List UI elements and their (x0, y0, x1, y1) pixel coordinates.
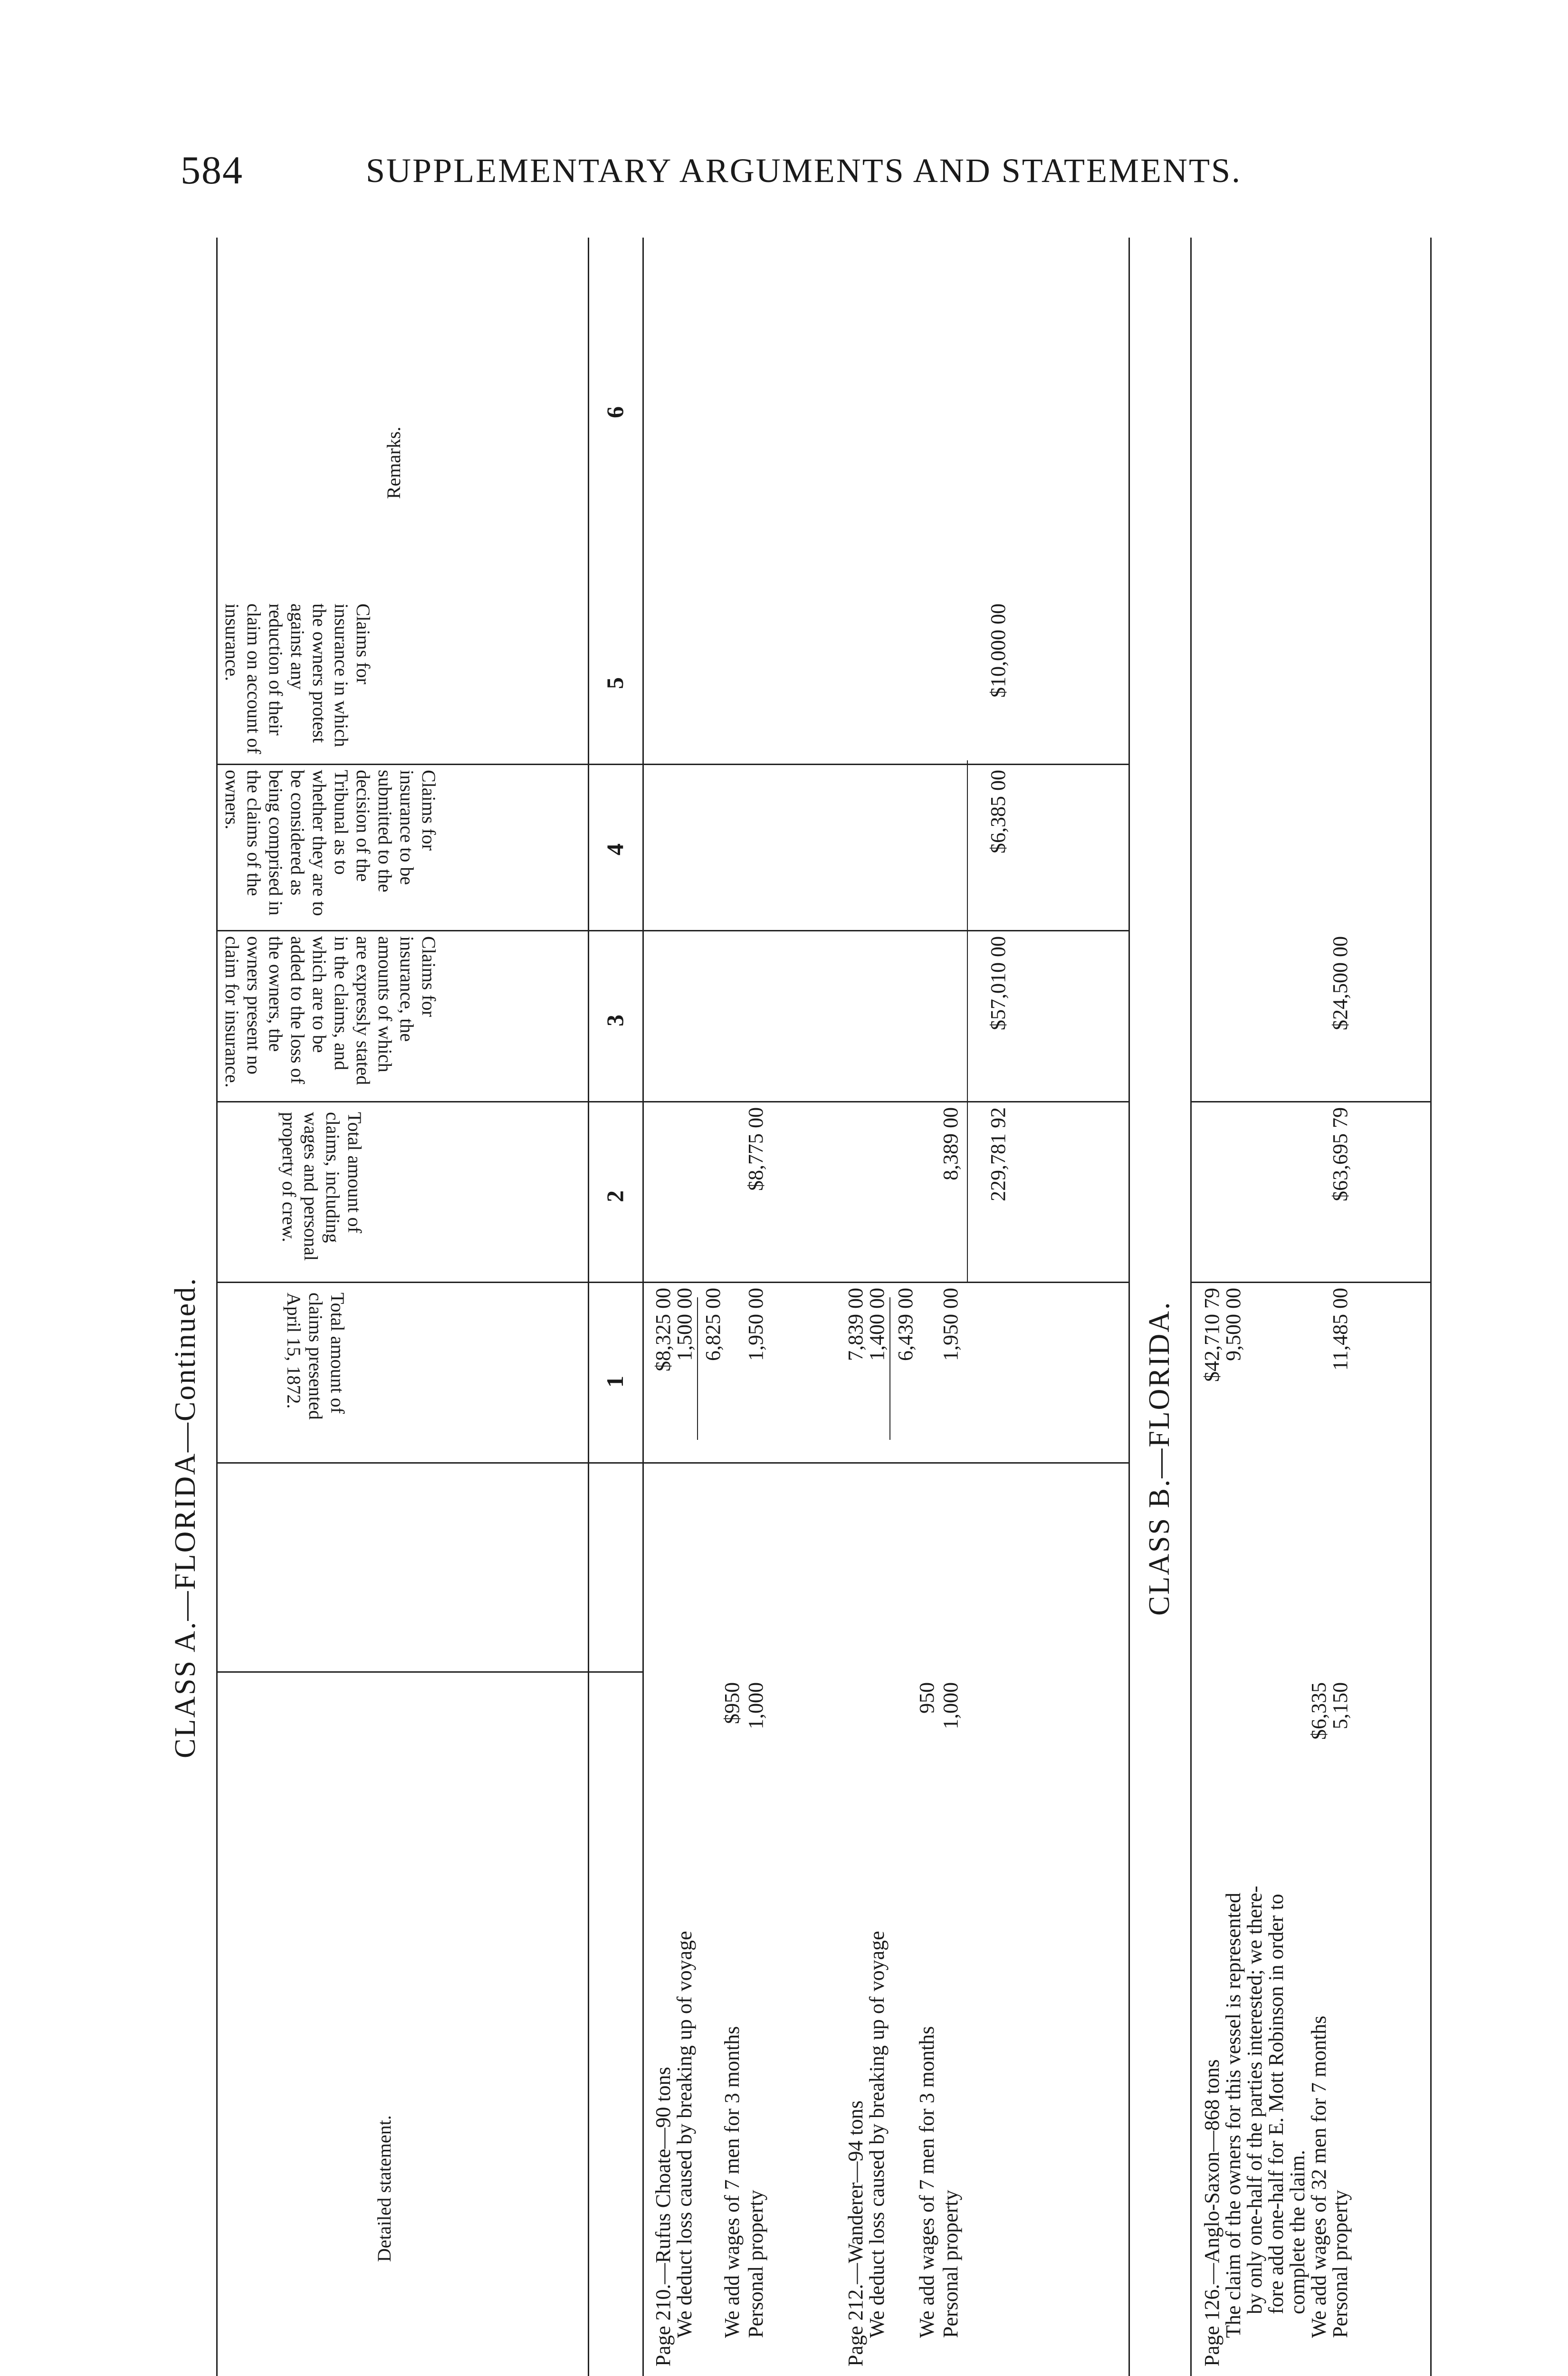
rufus-v4: 1,950 00 (744, 1288, 767, 1361)
col-divider (1190, 1101, 1430, 1102)
page-header (181, 147, 1273, 200)
rule (216, 238, 218, 2376)
anglo-line-4: fore add one-half for E. Mott Robinson in order to (1264, 1894, 1288, 2314)
wanderer-v3: 6,439 00 (894, 1288, 917, 1361)
col1-header-wrap (283, 1293, 463, 1449)
class-a-total-c3: $57,010 00 (986, 936, 1010, 1030)
wanderer-line-4: Personal property (939, 2190, 962, 2338)
col-divider (216, 1101, 1128, 1102)
col-divider (216, 764, 1128, 765)
anglo-line-7: Personal property (1329, 2190, 1352, 2338)
running-head: SUPPLEMENTARY ARGUMENTS AND STATEMENTS. (366, 152, 1242, 190)
class-b-caption: CLASS B.—FLORIDA. (1143, 1301, 1176, 1616)
col-divider (1190, 1282, 1430, 1283)
rufus-line-1: Page 210.—Rufus Choate—90 tons (651, 2067, 675, 2366)
rule (1430, 238, 1432, 2376)
col-divider (216, 930, 1128, 931)
col2-header: Total amount of claims, including wages and personal property of crew. (278, 1112, 365, 1261)
rule (1128, 238, 1130, 2376)
wanderer-sub-2: 1,000 (939, 1682, 962, 1729)
wanderer-sub-1: 950 (915, 1682, 938, 1714)
rule (1190, 238, 1192, 2376)
wanderer-line-2: We deduct loss caused by breaking up of voyage (865, 1931, 889, 2338)
wanderer-v4: 1,950 00 (939, 1288, 962, 1361)
class-a-caption: CLASS A.—FLORIDA—Continued. (169, 1277, 201, 1758)
class-a-total-c2: 229,781 92 (986, 1107, 1010, 1201)
class-a-total-c4: $6,385 00 (986, 770, 1010, 853)
wanderer-v2: 1,400 00 (865, 1288, 889, 1361)
rufus-sub-2: 1,000 (744, 1682, 767, 1729)
remarks-header: Remarks. (383, 426, 404, 499)
anglo-c2: $63,695 79 (1329, 1107, 1352, 1201)
col-number: 4 (602, 843, 628, 855)
wanderer-line-1: Page 212.—Wanderer—94 tons (844, 2100, 867, 2366)
anglo-line-1: Page 126.—Anglo-Saxon—868 tons (1200, 2059, 1224, 2366)
col1-header: Total amount of claims presented April 15, 1872. (283, 1293, 348, 1420)
rufus-line-3: We add wages of 7 men for 3 months (720, 2026, 744, 2338)
rule (889, 1297, 890, 1440)
page-number: 584 (181, 148, 243, 192)
col5-header-wrap (221, 604, 582, 756)
rufus-v3: 6,825 00 (701, 1288, 725, 1361)
col4-header: Claims for insurance to be submitted to the decision of the Tribunal as to whether they are to be considered as being comprised in the claims of the owners. (221, 770, 440, 916)
col5-header: Claims for insurance in which the owners protest against any reduction of their claim on account of insurance. (221, 604, 374, 754)
anglo-v2: 9,500 00 (1222, 1288, 1245, 1361)
rule (697, 1297, 698, 1440)
col3-header-wrap (221, 936, 582, 1093)
class-a-total-c5: $10,000 00 (986, 604, 1010, 698)
anglo-c3: $24,500 00 (1329, 936, 1352, 1030)
anglo-line-5: complete the claim. (1286, 2150, 1309, 2314)
anglo-line-3: by only one-half of the parties interested; we there- (1243, 1886, 1266, 2314)
rufus-v1: $8,325 00 (651, 1288, 675, 1371)
wanderer-total: 8,389 00 (939, 1107, 962, 1180)
col-number: 6 (602, 406, 628, 418)
anglo-sub-2: 5,150 (1329, 1682, 1352, 1729)
col3-header: Claims for insurance, the amounts of which are expressly stated in the claims, and which are to be added to the loss of the owners, the owners present no claim for insurance. (221, 936, 440, 1088)
anglo-v1: $42,710 79 (1200, 1288, 1224, 1382)
rule (588, 238, 589, 2376)
col4-header-wrap (221, 770, 582, 922)
wanderer-v1: 7,839 00 (844, 1288, 867, 1361)
col-number: 1 (602, 1376, 628, 1388)
col-divider (216, 1462, 1128, 1464)
wanderer-line-3: We add wages of 7 men for 3 months (915, 2026, 938, 2338)
rufus-total: $8,775 00 (744, 1107, 767, 1191)
col-divider (216, 1282, 1128, 1283)
anglo-sub-1: $6,335 (1307, 1682, 1330, 1740)
col-number: 3 (602, 1015, 628, 1026)
rule (642, 238, 644, 2376)
anglo-v3: 11,485 00 (1329, 1288, 1352, 1371)
rule (967, 760, 968, 1283)
anglo-line-6: We add wages of 32 men for 7 months (1307, 2015, 1330, 2338)
col-number: 2 (602, 1190, 628, 1202)
col-divider (216, 1671, 642, 1673)
claims-ledger-table (169, 238, 1433, 2376)
rufus-v2: 1,500 00 (673, 1288, 696, 1361)
rufus-line-4: Personal property (744, 2190, 767, 2338)
anglo-line-2: The claim of the owners for this vessel is represented (1222, 1892, 1245, 2338)
rufus-line-2: We deduct loss caused by breaking up of voyage (673, 1931, 696, 2338)
detail-header: Detailed statement. (373, 2115, 395, 2262)
col-number: 5 (602, 677, 628, 689)
rufus-sub-1: $950 (720, 1682, 744, 1724)
col2-header-wrap (278, 1112, 468, 1269)
